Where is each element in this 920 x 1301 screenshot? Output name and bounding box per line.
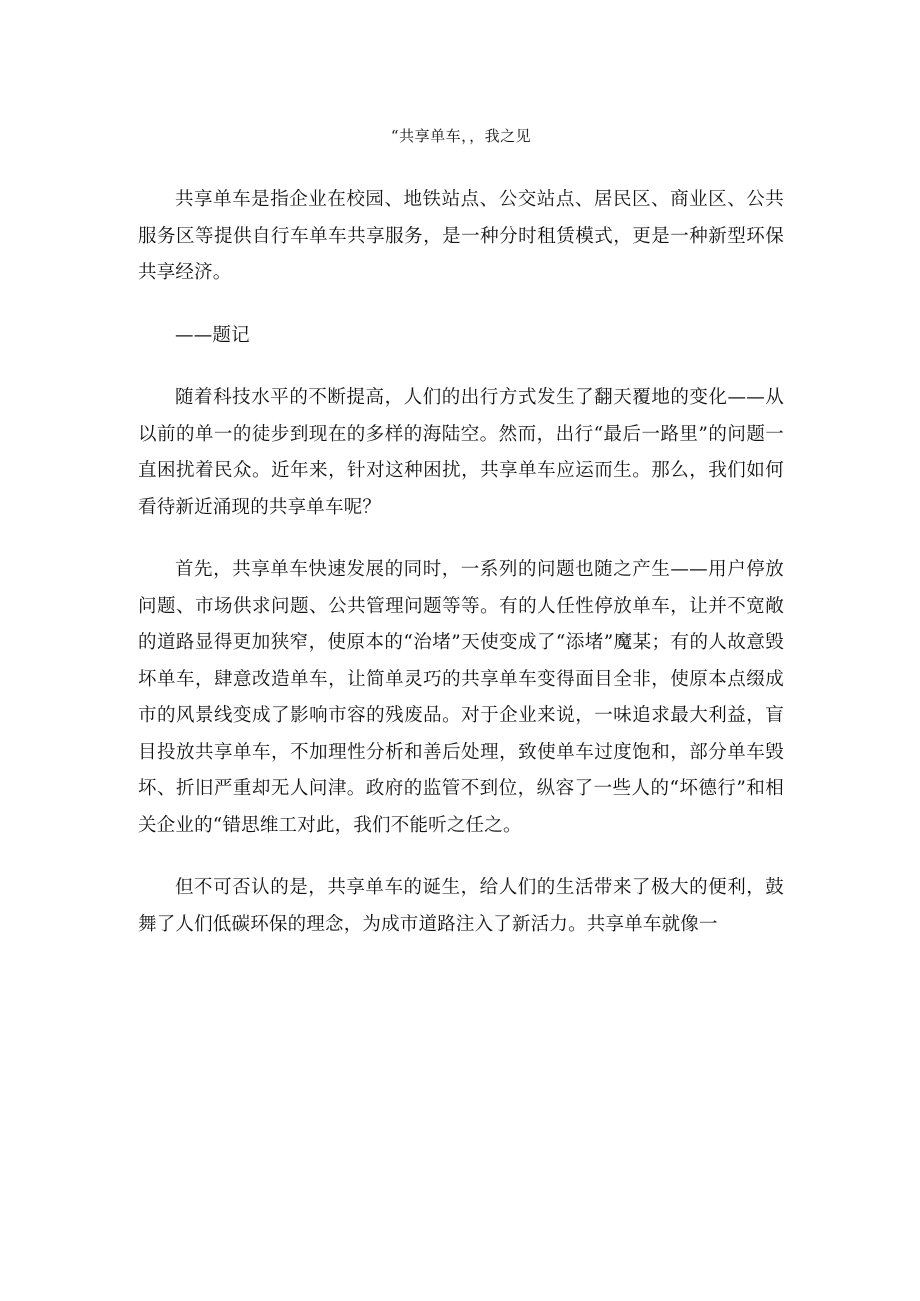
body-paragraph-1: 随着科技水平的不断提高，人们的出行方式发生了翻天覆地的变化——从以前的单一的徒步到现在的多样的海陆空。然而，出行“最后一路里”的问题一直困扰着民众。近年来，针对这种困扰，共享单车应运而生。那么，我们如何看待新近涌现的共享单车呢？ (138, 387, 784, 518)
body-paragraph-3: 但不可否认的是，共享单车的诞生，给人们的生活带来了极大的便利，鼓舞了人们低碳环保的理念，为成市道路注入了新活力。共享单车就像一 (138, 877, 784, 935)
document-title: “共享单车，，我之见 (390, 127, 532, 145)
intro-paragraph: 共享单车是指企业在校园、地铁站点、公交站点、居民区、商业区、公共服务区等提供自行车单车共享服务，是一种分时租赁模式，更是一种新型环保共享经济。 (138, 189, 784, 283)
epigraph-attribution: ——题记 (175, 324, 250, 346)
body-paragraph-2: 首先，共享单车快速发展的同时，一系列的问题也随之产生——用户停放问题、市场供求问题、公共管理问题等等。有的人任性停放单车，让并不宽敞的道路显得更加狭窄，使原本的“治堵”天使变成了“添堵”魔某；有的人故意毁坏单车，肆意改造单车，让简单灵巧的共享单车变得面目全非，使原本点缀成市的风景线变成了影响市容的残废品。对于企业来说，一味追求最大利益，盲目投放共享单车，不加理性分析和善后处理，致使单车过度饱和，部分单车毁坏、折旧严重却无人问津。政府的监管不到位，纵容了一些人的“坏德行”和相关企业的“错思维工对此，我们不能听之任之。 (138, 559, 784, 836)
